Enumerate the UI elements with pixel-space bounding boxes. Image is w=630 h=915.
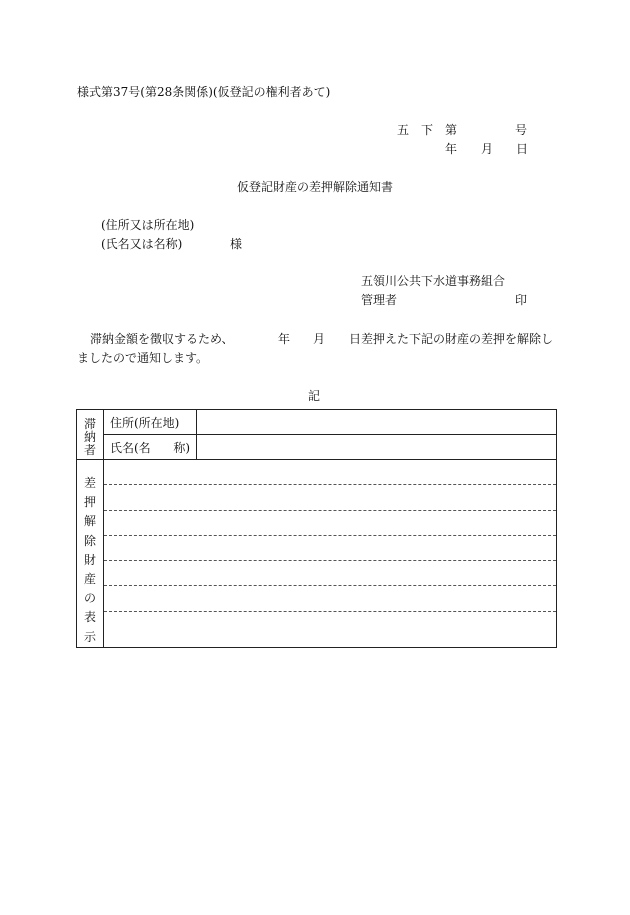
dotted-line xyxy=(104,536,556,561)
property-char: 差 xyxy=(83,476,96,490)
property-char: 示 xyxy=(83,629,96,644)
property-header-cell xyxy=(77,460,104,648)
delinquent-header-cell xyxy=(77,410,104,460)
body-month: 月 xyxy=(313,332,326,346)
addressee-address-label: (住所又は所在地) xyxy=(101,218,195,232)
table-row xyxy=(77,410,557,435)
reference-number-suffix: 号 xyxy=(515,123,528,137)
reference-number-prefix: 五 下 第 xyxy=(397,123,458,137)
property-char: 表 xyxy=(83,610,96,625)
property-char: 産 xyxy=(83,572,96,587)
name-label xyxy=(110,439,196,456)
delinquent-char: 納 xyxy=(83,430,96,444)
property-table xyxy=(76,409,557,648)
body-year: 年 xyxy=(278,332,291,346)
ki-heading: 記 xyxy=(308,389,321,403)
body-text-part1: 滞納金額を徴収するため、 xyxy=(90,332,234,346)
address-label-cell xyxy=(104,410,197,435)
property-char: の xyxy=(83,591,96,606)
dotted-line xyxy=(104,586,556,611)
seal-mark: 印 xyxy=(515,293,528,307)
property-vertical-label xyxy=(77,460,103,647)
delinquent-char: 者 xyxy=(83,443,96,457)
address-value-cell[interactable] xyxy=(197,410,557,435)
property-char: 押 xyxy=(83,495,96,510)
name-label-part2: 称) xyxy=(173,440,190,455)
body-text-part2: 日差押えた下記の財産の差押を解除し xyxy=(349,332,554,346)
dotted-line xyxy=(104,612,556,637)
delinquent-char: 滞 xyxy=(83,417,96,431)
name-label-cell xyxy=(104,435,197,460)
date-year: 年 xyxy=(445,142,458,156)
property-char: 除 xyxy=(83,533,96,548)
body-text-line2: ましたので通知します。 xyxy=(77,351,209,365)
table-row xyxy=(77,435,557,460)
table-row xyxy=(77,460,557,648)
form-number: 様式第37号(第28条関係)(仮登記の権利者あて) xyxy=(77,85,331,99)
document-title: 仮登記財産の差押解除通知書 xyxy=(237,180,394,194)
date-month: 月 xyxy=(481,142,494,156)
dotted-line xyxy=(104,460,556,485)
addressee-name-label: (氏名又は名称) xyxy=(101,237,183,251)
sender-organization: 五領川公共下水道事務組合 xyxy=(361,274,506,288)
name-value-cell[interactable] xyxy=(197,435,557,460)
dotted-line xyxy=(104,511,556,536)
sender-role: 管理者 xyxy=(361,293,398,307)
property-char: 解 xyxy=(83,514,96,529)
dotted-line xyxy=(104,561,556,586)
date-day: 日 xyxy=(516,142,529,156)
name-label-part1: 氏名(名 xyxy=(110,440,151,455)
property-display-area[interactable] xyxy=(104,460,557,648)
addressee-honorific: 様 xyxy=(230,237,243,251)
address-label: 住所(所在地) xyxy=(110,415,180,430)
delinquent-vertical-label xyxy=(77,410,103,457)
dotted-line xyxy=(104,485,556,510)
property-char: 財 xyxy=(83,552,96,567)
